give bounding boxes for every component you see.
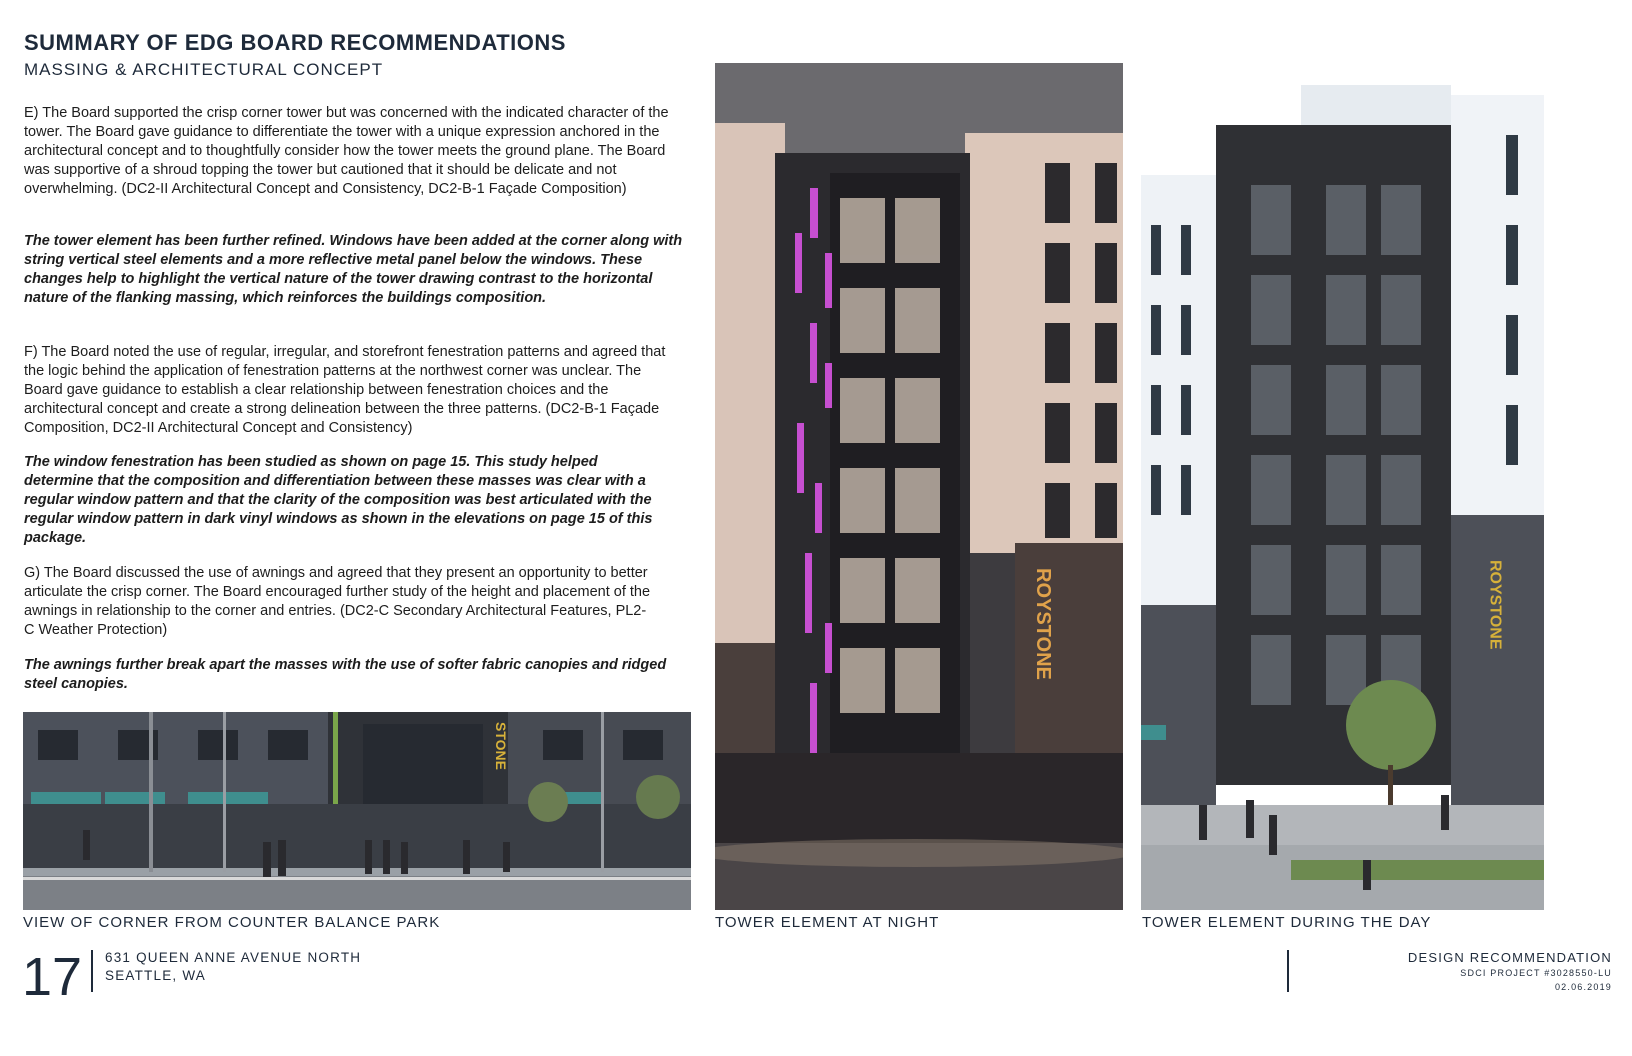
project-number: SDCI PROJECT #3028550-LU — [1460, 968, 1612, 978]
street-sign: STONE — [493, 722, 509, 770]
board-recommendation-f: F) The Board noted the use of regular, irregular, and storefront fenestration patterns and agreed that the logic behind the application of fenestration patterns at the northwest corner was unclear. The Board gave guidance to establish a clear relationship between fenestration choices and the architectural concept and create a strong delineation between the three patterns. (DC2-B-1 Façade Composition, DC2-II Architectural Concept and Consistency) — [24, 344, 666, 436]
footer-divider-left — [91, 950, 93, 992]
address-line-2: SEATTLE, WA — [105, 968, 206, 983]
street-view-rendering — [23, 712, 691, 910]
tower-night-rendering — [715, 63, 1123, 910]
page-subtitle: MASSING & ARCHITECTURAL CONCEPT — [24, 60, 384, 79]
page-number: 17 — [22, 947, 83, 1007]
doc-type: DESIGN RECOMMENDATION — [1407, 950, 1612, 965]
board-recommendation-e: E) The Board supported the crisp corner tower but was concerned with the indicated character of the tower. The Board gave guidance to differentiate the tower with a unique expression anchored in the architectural concept and to thoughtfully consider how the tower meets the ground plane. The Board was supportive of a shroud topping the tower but cautioned that it should be delicate and not overwhelming. (DC2-II Architectural Concept and Consistency, DC2-B-1 Façade Composition) — [24, 105, 669, 197]
address-line-1: 631 QUEEN ANNE AVENUE NORTH — [105, 950, 362, 965]
response-f: The window fenestration has been studied as shown on page 15. This study helped determine that the composition and differentiation between these masses was clear with a regular window pattern and that the clarity of the composition was best articulated with the regular window pattern in dark vinyl windows as shown in the elevations on page 15 of this package. — [24, 454, 653, 546]
caption-night: TOWER ELEMENT AT NIGHT — [715, 914, 940, 931]
board-recommendation-g: G) The Board discussed the use of awnings and agreed that they present an opportunity to better articulate the crisp corner. The Board encouraged further study of the height and placement of the awnings in relationship to the corner and entries. (DC2-C Secondary Architectural Features, PL2-C Weather Protection) — [24, 565, 651, 638]
day-sign: ROYSTONE — [1486, 560, 1504, 650]
document-date: 02.06.2019 — [1554, 982, 1612, 992]
response-g: The awnings further break apart the masses with the use of softer fabric canopies and ridged steel canopies. — [24, 657, 667, 692]
caption-street-view: VIEW OF CORNER FROM COUNTER BALANCE PARK — [23, 914, 441, 931]
tower-day-rendering — [1141, 75, 1544, 910]
page-title: SUMMARY OF EDG BOARD RECOMMENDATIONS — [24, 30, 566, 55]
caption-day: TOWER ELEMENT DURING THE DAY — [1142, 914, 1432, 931]
response-e: The tower element has been further refined. Windows have been added at the corner along with string vertical steel elements and a more reflective metal panel below the windows. These changes help to highlight the vertical nature of the tower drawing contrast to the horizontal nature of the flanking massing, which reinforces the buildings composition. — [24, 233, 683, 306]
night-sign: ROYSTONE — [1032, 568, 1054, 680]
footer-divider-right — [1287, 950, 1289, 992]
